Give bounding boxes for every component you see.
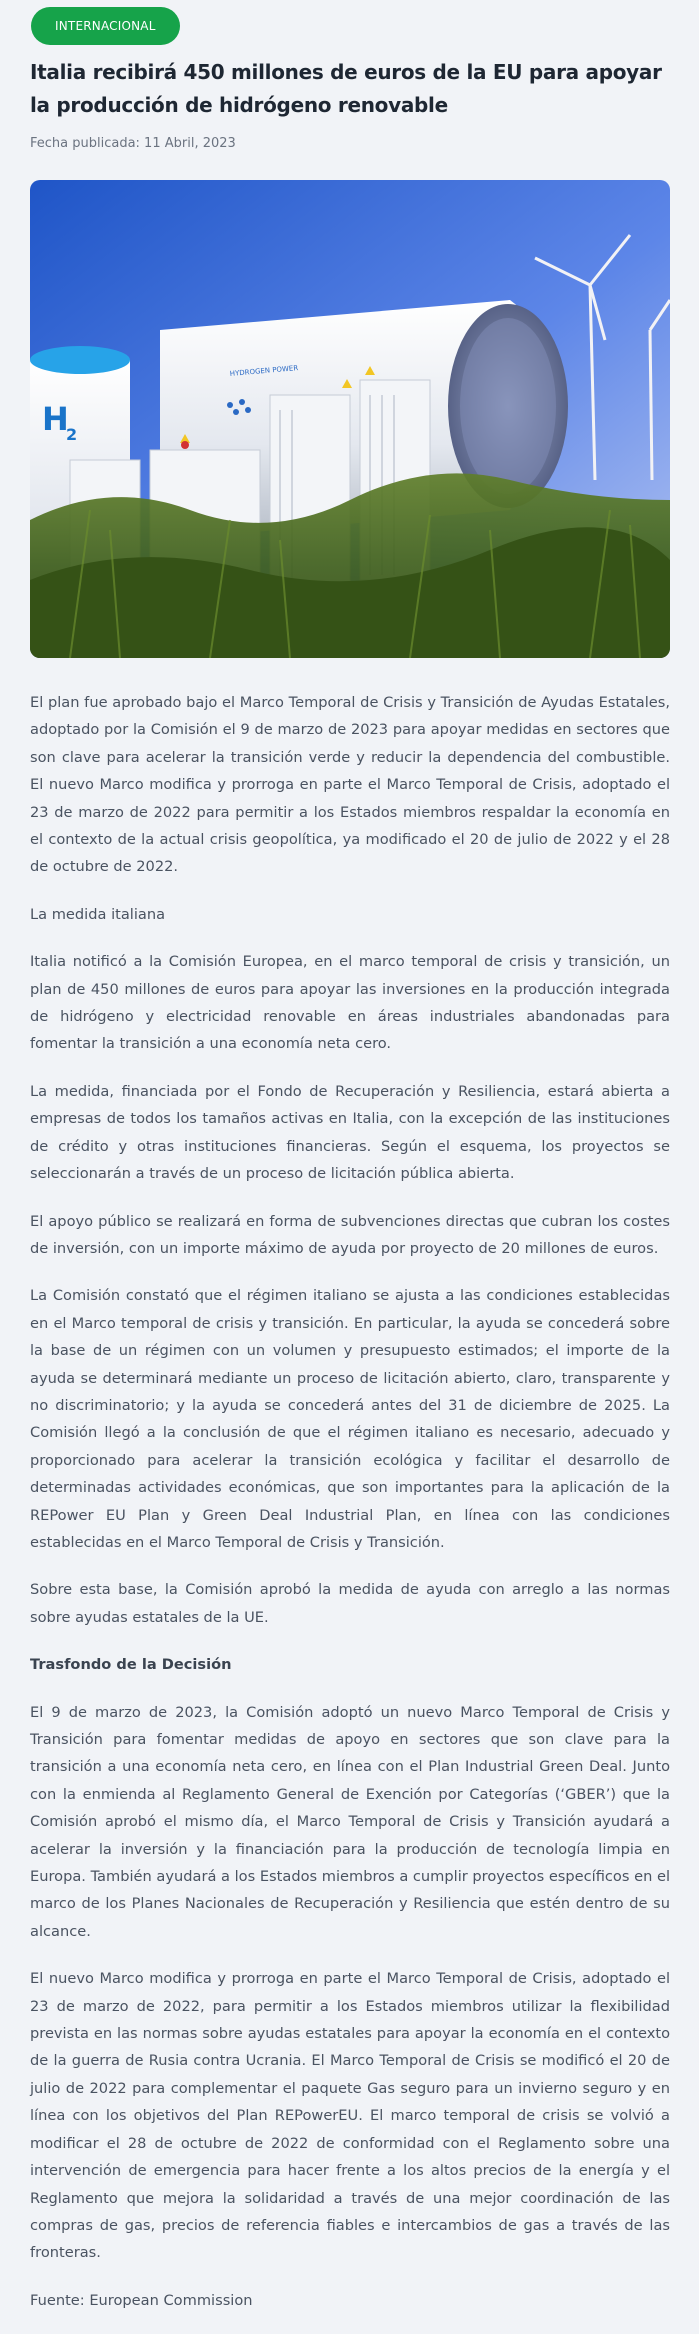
subheading-medida-italiana: La medida italiana (30, 905, 166, 923)
hydrogen-plant-illustration (30, 180, 670, 658)
tank-label: H (42, 400, 69, 438)
paragraph-intro: El plan fue aprobado bajo el Marco Temporal de Crisis y Transición de Ayudas Estatales, adoptado por la Comisión el 9 de marzo de 2023 para apoyar medidas en sectores que son clave para acelerar la transición verde y reducir la dependencia del combustible. El nuevo Marco modifica y prorroga en parte el Marco Temporal de Crisis, adoptado el 23 de marzo de 2022 para permitir a los Estados miembros respaldar la economía en el contexto de la actual crisis geopolítica, ya modificado el 20 de julio de 2022 y el 28 de octubre de 2022. (30, 694, 670, 876)
paragraph-support: El apoyo público se realizará en forma de subvenciones directas que cubran los costes de inversión, con un importe máximo de ayuda por proyecto de 20 millones de euros. (30, 1212, 670, 1257)
paragraph-notification: Italia notificó a la Comisión Europea, en el marco temporal de crisis y transición, un plan de 450 millones de euros para apoyar las inversiones en la producción integrada de hidrógeno y electricidad renovable en áreas industriales abandonadas para fomentar la transición a una economía neta cero. (30, 953, 670, 1053)
subheading-background: Trasfondo de la Decisión (30, 1656, 232, 1674)
source-credit: Fuente: European Commission (30, 2291, 253, 2309)
article-body (30, 689, 670, 2334)
module-label: HYDROGEN POWER (229, 364, 299, 378)
paragraph-funding: La medida, financiada por el Fondo de Recuperación y Resiliencia, estará abierta a empresas de todos los tamaños activas en Italia, con la excepción de las instituciones de crédito y otras instituciones financieras. Según el esquema, los proyectos se seleccionarán a través de un proceso de licitación pública abierta. (30, 1082, 670, 1183)
publish-date: Fecha publicada: 11 Abril, 2023 (30, 136, 236, 151)
category-badge[interactable]: INTERNACIONAL (31, 7, 180, 45)
paragraph-background-2: El nuevo Marco modifica y prorroga en parte el Marco Temporal de Crisis, adoptado el 23 de marzo de 2022, para permitir a los Estados miembros utilizar la flexibilidad prevista en las normas sobre ayudas estatales para apoyar la economía en el contexto de la guerra de Rusia contra Ucrania. El Marco Temporal de Crisis se modificó el 20 de julio de 2022 para complementar el paquete Gas seguro para un invierno seguro y en línea con los objetivos del Plan REPowerEU. El marco temporal de crisis se volvió a modificar el 28 de octubre de 2022 de conformidad con el Reglamento sobre una intervención de emergencia para hacer frente a los altos precios de la energía y el Reglamento que mejora la solidaridad a través de una mejor coordinación de las compras de gas, precios de referencia fiables e intercambios de gas a través de las fronteras. (30, 1970, 670, 2262)
paragraph-approval: Sobre esta base, la Comisión aprobó la medida de ayuda con arreglo a las normas sobre ayudas estatales de la UE. (30, 1581, 670, 1626)
paragraph-background-1: El 9 de marzo de 2023, la Comisión adoptó un nuevo Marco Temporal de Crisis y Transición para fomentar medidas de apoyo en sectores que son clave para la transición a una economía neta cero, en línea con el Plan Industrial Green Deal. Junto con la enmienda al Reglamento General de Exención por Categorías (‘GBER’) que la Comisión aprobó el mismo día, el Marco Temporal de Crisis y Transición ayudará a acelerar la inversión y la financiación para la producción de tecnología limpia en Europa. También ayudará a los Estados miembros a cumplir proyectos específicos en el marco de los Planes Nacionales de Recuperación y Resiliencia que estén dentro de su alcance. (30, 1703, 671, 1940)
tank-label-sub: 2 (66, 425, 78, 444)
paragraph-assessment: La Comisión constató que el régimen italiano se ajusta a las condiciones establecidas en el Marco temporal de crisis y transición. En particular, la ayuda se concederá sobre la base de un régimen con un volumen y presupuesto estimados; el importe de la ayuda se determinará mediante un proceso de licitación abierto, claro, transparente y no discriminatorio; y la ayuda se concederá antes del 31 de diciembre de 2025. La Comisión llegó a la conclusión de que el régimen italiano es necesario, adecuado y proporcionado para acelerar la transición ecológica y facilitar el desarrollo de determinadas actividades económicas, que son importantes para la aplicación de la REPower EU Plan y Green Deal Industrial Plan, en línea con las condiciones establecidas en el Marco Temporal de Crisis y Transición. (30, 1287, 670, 1551)
article-title: Italia recibirá 450 millones de euros de la EU para apoyar la producción de hidrógeno renovable (30, 60, 662, 117)
hero-image (30, 180, 670, 658)
